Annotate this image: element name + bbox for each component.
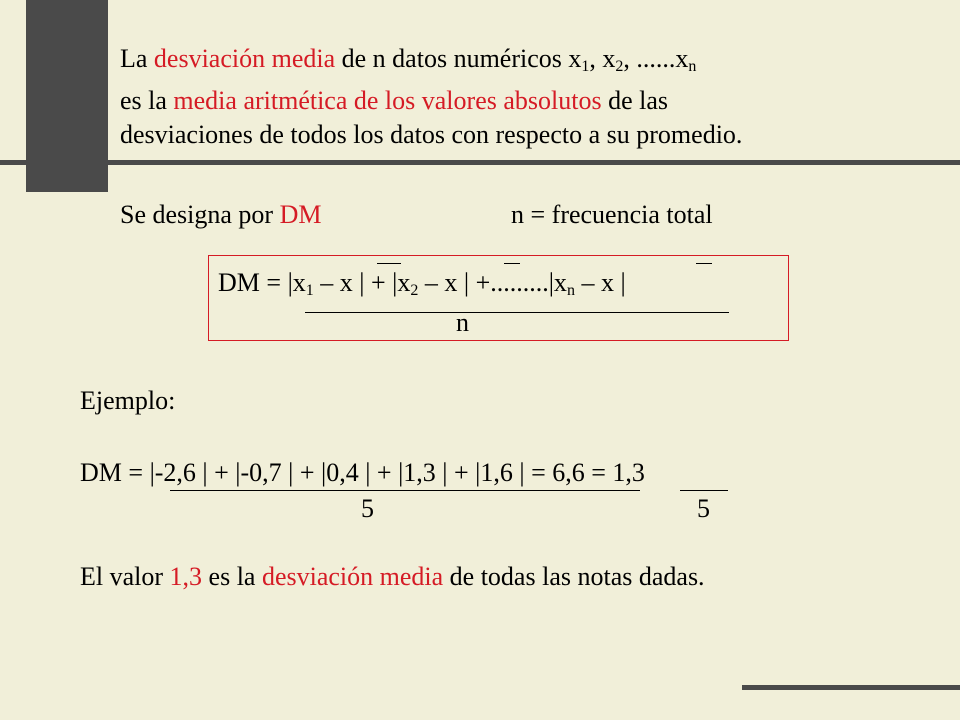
decor-horizontal-rule-bottom [742, 685, 960, 690]
example-denominator-2: 5 [697, 494, 710, 523]
term-desviacion-media: desviación media [153, 44, 336, 73]
definition-line-1: La desviación media de n datos numéricos $x_1$, $x_2$, $......x_n$ [120, 44, 697, 75]
example-denominator-1: 5 [361, 494, 374, 523]
formula-fraction-line [305, 312, 729, 313]
designation-line: Se designa por DM [120, 200, 322, 229]
dm-symbol: DM [279, 200, 322, 229]
term-media-aritmetica: media aritmética de los valores absolutos [173, 86, 602, 115]
overbar-2 [504, 263, 520, 264]
overbar-1 [377, 263, 401, 264]
example-result: = 1,3 [584, 458, 645, 487]
definition-line-3: desviaciones de todos los datos con respecto a su promedio. [120, 120, 743, 149]
example-title: Ejemplo: [80, 386, 176, 415]
decor-horizontal-rule-top [0, 160, 960, 165]
overbar-n [696, 263, 712, 264]
mean-x-bar-n: x [600, 268, 614, 297]
mean-x-bar-1: x [339, 268, 353, 297]
conclusion-line: El valor 1,3 es la desviación media de todas las notas dadas. [80, 562, 705, 591]
conclusion-value: 1,3 [169, 562, 203, 591]
conclusion-term: desviación media [261, 562, 444, 591]
example-fraction-line-1 [170, 490, 640, 491]
example-fraction-numerator: 6,6 [552, 458, 585, 487]
example-expression: DM = |-2,6 | + |-0,7 | + |0,4 | + |1,3 | + |1,6 | = 6,6 = 1,3 [80, 458, 645, 487]
mean-x-bar-2: x [444, 268, 458, 297]
formula-denominator: n [456, 308, 469, 337]
frequency-note: n = frecuencia total [511, 200, 713, 229]
definition-line-2: es la media aritmética de los valores absolutos de las [120, 86, 668, 115]
example-numerator: |-2,6 | + |-0,7 | + |0,4 | + |1,3 | + |1,6 | [149, 458, 525, 487]
example-fraction-line-2 [680, 490, 728, 491]
formula-numerator: DM = $|x_1$ – x | + $|x_2$ – x | $+.........|x_n - x$ | [218, 268, 626, 299]
